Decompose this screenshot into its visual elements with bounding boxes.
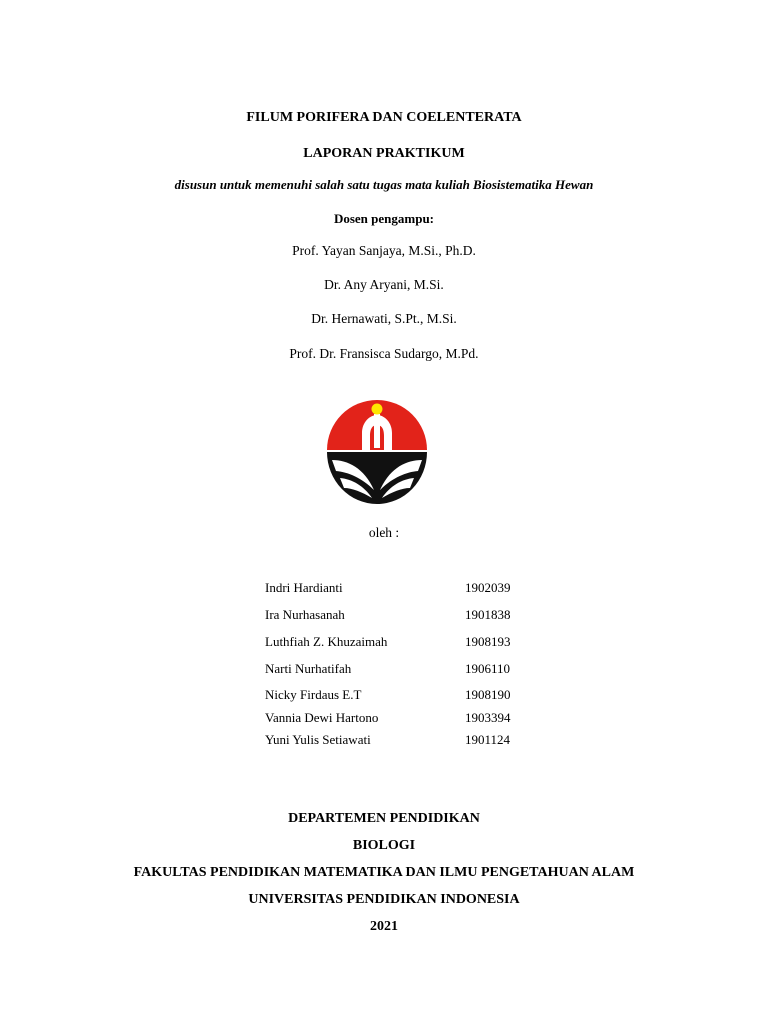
emblem-flame (372, 404, 383, 415)
emblem-pen-stem (374, 414, 380, 448)
student-name: Indri Hardianti (265, 580, 343, 595)
student-name: Yuni Yulis Setiawati (265, 732, 371, 747)
student-nim: 1903394 (465, 710, 511, 725)
department-line-2: BIOLOGI (352, 838, 416, 853)
faculty-name: FAKULTAS PENDIDIKAN MATEMATIKA DAN ILMU PENGETAHUAN ALAM (133, 865, 635, 880)
lecturers-heading: Dosen pengampu: (333, 211, 435, 226)
lecturer-1: Prof. Yayan Sanjaya, M.Si., Ph.D. (292, 243, 476, 258)
student-nim: 1901124 (465, 732, 511, 747)
student-name: Luthfiah Z. Khuzaimah (265, 634, 388, 649)
student-nim: 1902039 (465, 580, 511, 595)
document-purpose: disusun untuk memenuhi salah satu tugas mata kuliah Biosistematika Hewan (174, 177, 594, 192)
student-name: Nicky Firdaus E.T (265, 687, 362, 702)
lecturer-4: Prof. Dr. Fransisca Sudargo, M.Pd. (289, 346, 479, 361)
student-nim: 1908193 (465, 634, 511, 649)
year: 2021 (370, 919, 398, 934)
university-name: UNIVERSITAS PENDIDIKAN INDONESIA (248, 892, 520, 907)
document-title: FILUM PORIFERA DAN COELENTERATA (246, 110, 522, 125)
emblem-black-half (327, 452, 427, 504)
department-line-1: DEPARTEMEN PENDIDIKAN (288, 811, 480, 826)
student-name: Narti Nurhatifah (265, 661, 352, 676)
document-subtitle: LAPORAN PRAKTIKUM (303, 146, 465, 161)
lecturer-2: Dr. Any Aryani, M.Si. (324, 277, 444, 292)
student-nim: 1908190 (465, 687, 511, 702)
university-emblem-logo (326, 400, 428, 508)
student-nim: 1901838 (465, 607, 511, 622)
by-label: oleh : (368, 525, 400, 540)
student-name: Vannia Dewi Hartono (265, 710, 379, 725)
student-name: Ira Nurhasanah (265, 607, 345, 622)
lecturer-3: Dr. Hernawati, S.Pt., M.Si. (311, 311, 457, 326)
student-nim: 1906110 (465, 661, 511, 676)
